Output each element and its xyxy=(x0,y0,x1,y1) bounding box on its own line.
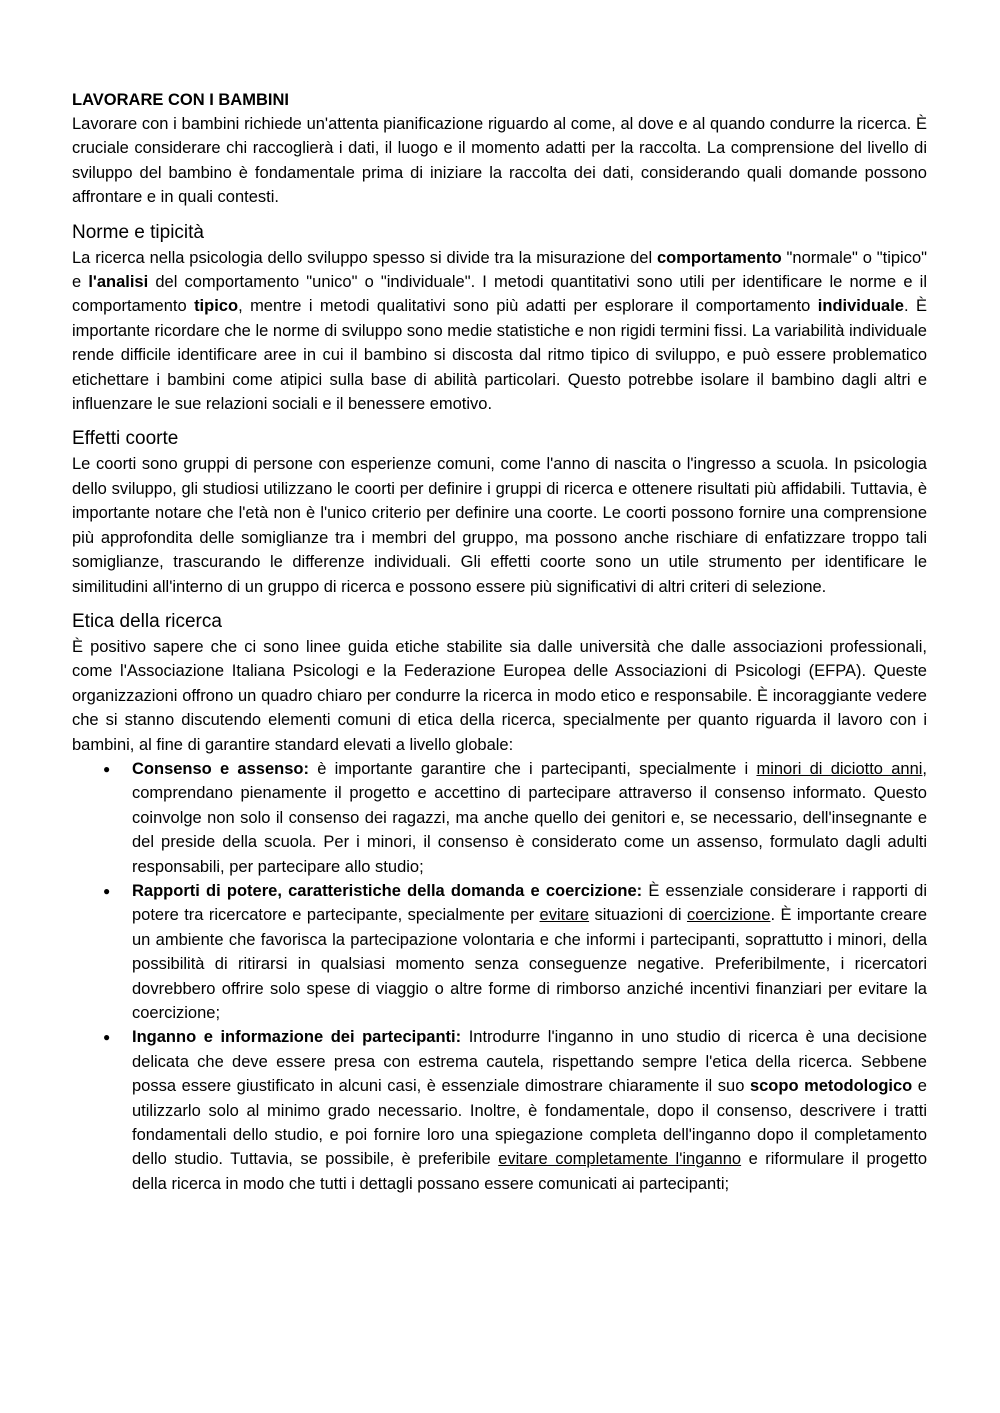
norme-paragraph: La ricerca nella psicologia dello sviluppo spesso si divide tra la misurazione del comportamento "normale" o "tipico" e l'analisi del comportamento "unico" o "individuale". I metodi quantitativi sono utili per identificare le norme e il comportamento tipico, mentre i metodi qualitativi sono più adatti per esplorare il comportamento individuale. È importante ricordare che le norme di sviluppo sono medie statistiche e non rigidi termini fissi. La variabilità individuale rende difficile identificare aree in cui il bambino si discosta dal ritmo tipico di sviluppo, e può essere problematico etichettare i bambini come atipici sulla base di abilità particolari. Questo potrebbe isolare il bambino dagli altri e influenzare le sue relazioni sociali e il benessere emotivo. xyxy=(72,248,927,414)
bold-term: comportamento xyxy=(657,248,782,267)
bullet-icon: ● xyxy=(103,1030,111,1045)
ethics-list xyxy=(72,757,927,1196)
underlined-text: minori di diciotto anni xyxy=(756,759,923,778)
list-item: ● Consenso e assenso: è importante garantire che i partecipanti, specialmente i minori di diciotto anni, comprendano pienamente il progetto e accettino di partecipare attraverso il consenso informato. Questo coinvolge non solo il consenso dei ragazzi, ma anche quello dei genitori e, se necessario, dell'insegnante e del preside della scuola. Per i minori, il consenso è considerato come un assenso, formulato dagli adulti responsabili, per partecipare allo studio; xyxy=(132,757,927,879)
etica-paragraph: È positivo sapere che ci sono linee guida etiche stabilite sia dalle università che dalle associazioni professionali, come l'Associazione Italiana Psicologi e la Federazione Europea delle Associazioni di Psicologi (EFPA). Queste organizzazioni offrono un quadro chiaro per condurre la ricerca in modo etico e responsabile. È incoraggiante vedere che si stanno discutendo elementi comuni di etica della ricerca, specialmente per quanto riguarda il lavoro con i bambini, al fine di garantire standard elevati a livello globale: xyxy=(72,637,927,754)
document-title: LAVORARE CON I BAMBINI xyxy=(72,91,289,109)
list-item: ● Inganno e informazione dei partecipanti: Introdurre l'inganno in uno studio di ricerca è una decisione delicata che deve essere presa con estrema cautela, rispettando sempre l'etica della ricerca. Sebbene possa essere giustificato in alcuni casi, è essenziale dimostrare chiaramente il suo scopo metodologico e utilizzarlo solo al minimo grado necessario. Inoltre, è fondamentale, dopo il consenso, descrivere i tratti fondamentali dello studio, e poi fornire loro una spiegazione completa dell'inganno dopo il completamento dello studio. Tuttavia, se possibile, è preferibile evitare completamente l'inganno e riformulare il progetto della ricerca in modo che tutti i dettagli possano essere comunicati ai partecipanti; xyxy=(132,1025,927,1196)
list-item-title: Inganno e informazione dei partecipanti: xyxy=(132,1028,462,1047)
underlined-text: evitare completamente l'inganno xyxy=(498,1150,742,1169)
bold-term: scopo metodologico xyxy=(749,1077,913,1096)
list-item-title: Consenso e assenso: xyxy=(132,759,309,778)
coorte-paragraph: Le coorti sono gruppi di persone con esperienze comuni, come l'anno di nascita o l'ingresso a scuola. In psicologia dello sviluppo, gli studiosi utilizzano le coorti per definire i gruppi di ricerca e ottenere risultati più affidabili. Tuttavia, è importante notare che l'età non è l'unico criterio per definire una coorte. Le coorti possono fornire una comprensione più approfondita delle somiglianze tra i membri del gruppo, ma possono anche rischiare di enfatizzare troppo tali somiglianze, trascurando le differenze individuali. Gli effetti coorte sono un utile strumento per identificare le similitudini all'interno di un gruppo di ricerca e possono essere più significativi di altri criteri di selezione. xyxy=(72,455,927,596)
bullet-icon: ● xyxy=(103,761,111,776)
bold-term: individuale xyxy=(817,297,904,316)
section-heading-coorte: Effetti coorte xyxy=(72,428,179,450)
bold-term: l'analisi xyxy=(88,273,149,292)
list-item-title: Rapporti di potere, caratteristiche della domanda e coercizione: xyxy=(132,881,643,900)
underlined-text: coercizione xyxy=(686,906,771,925)
underlined-text: evitare xyxy=(539,906,590,925)
list-item: ● Rapporti di potere, caratteristiche della domanda e coercizione: È essenziale considerare i rapporti di potere tra ricercatore e partecipante, specialmente per evitare situazioni di coercizione. È importante creare un ambiente che favorisca la partecipazione volontaria e che informi i partecipanti, soprattutto i minori, della possibilità di ritirarsi in qualsiasi momento senza conseguenze negative. Preferibilmente, i ricercatori dovrebbero offrire solo spese di viaggio o altre forme di rimborso anziché incentivi finanziari per evitare la coercizione; xyxy=(132,879,927,1025)
bold-term: tipico xyxy=(194,297,239,316)
section-heading-norme: Norme e tipicità xyxy=(72,221,204,243)
section-heading-etica: Etica della ricerca xyxy=(72,610,222,632)
bullet-icon: ● xyxy=(103,883,111,898)
document-page xyxy=(72,88,927,1196)
intro-paragraph: Lavorare con i bambini richiede un'attenta pianificazione riguardo al come, al dove e al quando condurre la ricerca. È cruciale considerare chi raccoglierà i dati, il luogo e il momento adatti per la raccolta. La comprensione del livello di sviluppo del bambino è fondamentale prima di iniziare la raccolta dei dati, considerando quali domande possono affrontare e in quali contesti. xyxy=(72,115,927,207)
